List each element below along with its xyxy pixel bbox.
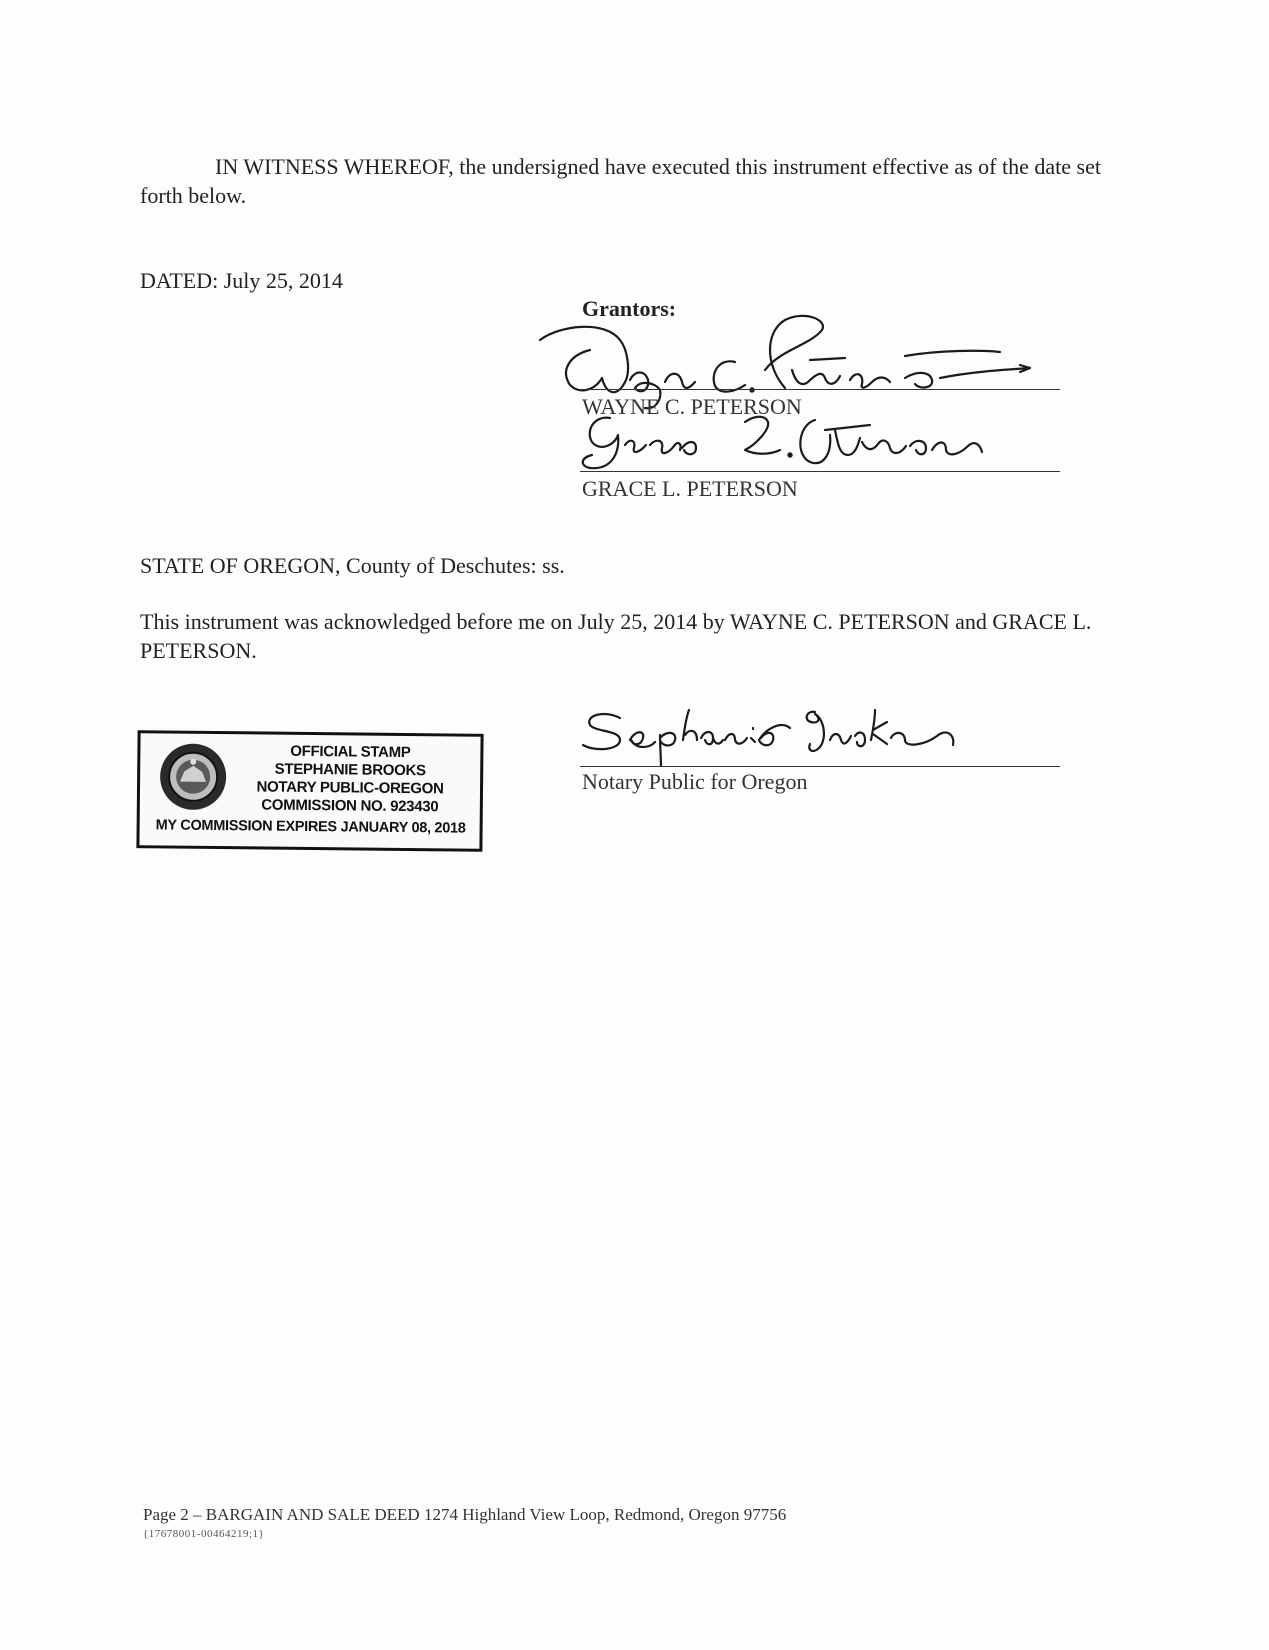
stamp-title: OFFICIAL STAMP (290, 742, 411, 762)
witness-paragraph: IN WITNESS WHEREOF, the undersigned have executed this instrument effective as of the date set forth below. (140, 154, 1101, 208)
grantors-label: Grantors: (582, 296, 677, 321)
stamp-commission-expiry: MY COMMISSION EXPIRES JANUARY 08, 2018 (155, 817, 466, 837)
signer-name-grace: GRACE L. PETERSON (582, 476, 798, 501)
notary-signature-line (580, 766, 1060, 767)
stamp-notary-state: NOTARY PUBLIC-OREGON (256, 778, 444, 798)
official-notary-stamp (136, 730, 483, 852)
acknowledgment-paragraph: This instrument was acknowledged before me on July 25, 2014 by WAYNE C. PETERSON and GRACE L. PETERSON. (140, 609, 1092, 663)
dated-line: DATED: July 25, 2014 (140, 268, 343, 293)
signer-name-wayne: WAYNE C. PETERSON (582, 394, 802, 419)
stamp-commission-number: COMMISSION NO. 923430 (261, 796, 439, 816)
page-footer: Page 2 – BARGAIN AND SALE DEED 1274 Highland View Loop, Redmond, Oregon 97756 (143, 1505, 787, 1524)
grace-signature-image (570, 400, 1040, 480)
notary-label: Notary Public for Oregon (582, 769, 808, 794)
state-county-line: STATE OF OREGON, County of Deschutes: ss. (140, 553, 565, 578)
signature-line-wayne (580, 389, 1060, 390)
stamp-notary-name: STEPHANIE BROOKS (274, 760, 426, 780)
notary-signature-image (575, 700, 975, 770)
document-code: {17678001-00464219;1} (143, 1528, 265, 1540)
oregon-state-seal-icon (158, 741, 229, 812)
signature-line-grace (580, 471, 1060, 472)
